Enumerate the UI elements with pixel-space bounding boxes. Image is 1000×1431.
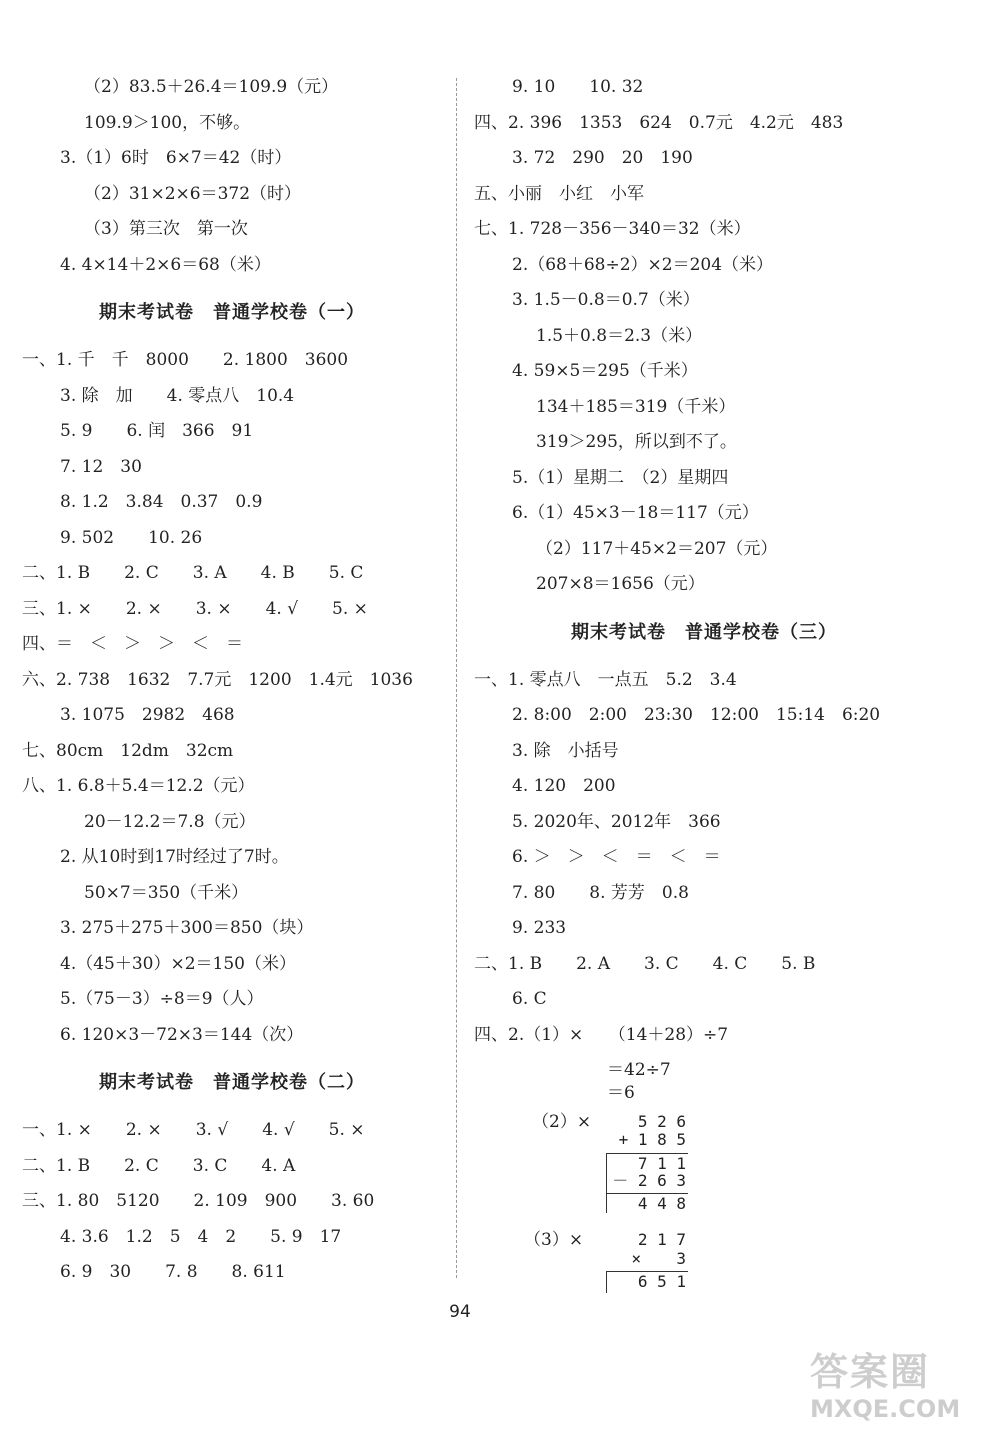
answer-line: （2）83.5＋26.4＝109.9（元） bbox=[84, 77, 339, 97]
answer-line: 6. 9 30 7. 8 8. 611 bbox=[60, 1262, 286, 1282]
answer-line: 七、1. 728－356－340＝32（米） bbox=[474, 219, 751, 239]
answer-line: 3.（1）6时 6×7＝42（时） bbox=[60, 148, 292, 168]
answer-line: 207×8＝1656（元） bbox=[536, 574, 705, 594]
calc-p2-row1: 5 2 6 bbox=[637, 1112, 686, 1131]
answer-line: 2. 从10时到17时经过了7时。 bbox=[60, 847, 289, 867]
calc-p1-line3: ＝6 bbox=[607, 1083, 635, 1103]
answer-line: 8. 1.2 3.84 0.37 0.9 bbox=[60, 492, 263, 512]
answer-line: 五、小丽 小红 小军 bbox=[474, 183, 644, 204]
calc-p1-line2: ＝42÷7 bbox=[607, 1060, 671, 1080]
answer-line: 3. 1075 2982 468 bbox=[60, 705, 235, 725]
calc-p3-label: （3）× bbox=[524, 1230, 584, 1250]
answer-line: 6. C bbox=[512, 989, 547, 1009]
answer-line: 20－12.2＝7.8（元） bbox=[84, 811, 256, 832]
watermark-top: 答案圈 bbox=[810, 1350, 931, 1394]
answer-line: 六、2. 738 1632 7.7元 1200 1.4元 1036 bbox=[22, 669, 413, 690]
section-heading: 期末考试卷 普通学校卷（三） bbox=[571, 621, 837, 643]
answer-line: 9. 233 bbox=[512, 918, 567, 938]
answer-line: 3. 除 加 4. 零点八 10.4 bbox=[60, 385, 295, 406]
section-heading: 期末考试卷 普通学校卷（二） bbox=[99, 1072, 365, 1093]
answer-line: 7. 80 8. 芳芳 0.8 bbox=[512, 882, 689, 903]
answer-line: 四、＝ ＜ ＞ ＞ ＜ ＝ bbox=[22, 634, 243, 654]
answer-line: 八、1. 6.8＋5.4＝12.2（元） bbox=[22, 776, 255, 796]
calc-p2-label: （2）× bbox=[532, 1112, 592, 1132]
answer-line: 109.9＞100，不够。 bbox=[84, 112, 251, 133]
right-column-lines bbox=[474, 70, 934, 1053]
left-column bbox=[22, 70, 442, 1291]
answer-line: 4. 59×5＝295（千米） bbox=[512, 361, 698, 381]
answer-line: 2. 8:00 2:00 23:30 12:00 15:14 6:20 bbox=[512, 705, 881, 725]
answer-line: 5. 9 6. 闰 366 91 bbox=[60, 421, 254, 441]
section-heading: 期末考试卷 普通学校卷（一） bbox=[99, 302, 365, 323]
answer-line: 6.（1）45×3－18＝117（元） bbox=[512, 503, 759, 523]
answer-line: 四、2.（1）× （14＋28）÷7 bbox=[474, 1024, 729, 1045]
answer-line: 四、2. 396 1353 624 0.7元 4.2元 483 bbox=[474, 112, 844, 133]
calc-p3-vrule bbox=[606, 1271, 607, 1293]
answer-line: 二、1. B 2. A 3. C 4. C 5. B bbox=[474, 953, 816, 974]
answer-line: 1.5＋0.8＝2.3（米） bbox=[536, 325, 703, 346]
calc-p3-row2: × 3 bbox=[631, 1249, 686, 1268]
answer-line: 5.（1）星期二 （2）星期四 bbox=[512, 467, 729, 488]
answer-line: 3. 除 小括号 bbox=[512, 740, 619, 761]
answer-line: 一、1. 零点八 一点五 5.2 3.4 bbox=[474, 669, 737, 690]
answer-line: 一、1. 千 千 8000 2. 1800 3600 bbox=[22, 350, 349, 370]
page-number: 94 bbox=[449, 1302, 471, 1322]
answer-line: 4. 3.6 1.2 5 4 2 5. 9 17 bbox=[60, 1226, 342, 1247]
answer-line: 3. 72 290 20 190 bbox=[512, 148, 693, 168]
calc-p2-row2: + 1 8 5 bbox=[618, 1130, 686, 1149]
answer-line: 2.（68＋68÷2）×2＝204（米） bbox=[512, 254, 774, 275]
answer-line: 一、1. × 2. × 3. √ 4. √ 5. × bbox=[22, 1120, 365, 1140]
answer-line: 二、1. B 2. C 3. C 4. A bbox=[22, 1155, 296, 1176]
right-column bbox=[474, 70, 934, 1319]
answer-line: 3. 1.5－0.8＝0.7（米） bbox=[512, 290, 700, 310]
answer-line: 4. 4×14＋2×6＝68（米） bbox=[60, 254, 271, 275]
answer-line: （2）117＋45×2＝207（元） bbox=[536, 538, 778, 559]
answer-line: 9. 10 10. 32 bbox=[512, 77, 644, 97]
calc-p2-row3: 7 1 1 bbox=[637, 1154, 686, 1173]
answer-line: 二、1. B 2. C 3. A 4. B 5. C bbox=[22, 563, 364, 583]
column-divider bbox=[456, 78, 457, 1278]
calc-p2-row4: － 2 6 3 bbox=[612, 1171, 686, 1190]
answer-line: （2）31×2×6＝372（时） bbox=[84, 183, 302, 204]
calc-p3-row1: 2 1 7 bbox=[637, 1230, 686, 1249]
answer-line: 319＞295，所以到不了。 bbox=[536, 432, 737, 452]
answer-line: 5.（75－3）÷8＝9（人） bbox=[60, 989, 264, 1009]
answer-line: 6. 120×3－72×3＝144（次） bbox=[60, 1024, 304, 1045]
answer-line: 4.（45＋30）×2＝150（米） bbox=[60, 953, 296, 974]
watermark-logo bbox=[810, 1350, 990, 1430]
answer-line: 三、1. × 2. × 3. × 4. √ 5. × bbox=[22, 598, 368, 619]
answer-line: 7. 12 30 bbox=[60, 456, 142, 477]
answer-line: 134＋185＝319（千米） bbox=[536, 396, 736, 417]
calc-p3-row3: 6 5 1 bbox=[637, 1272, 686, 1291]
answer-line: 3. 275＋275＋300＝850（块） bbox=[60, 918, 314, 938]
answer-line: 三、1. 80 5120 2. 109 900 3. 60 bbox=[22, 1191, 375, 1211]
calc-p2-row5: 4 4 8 bbox=[637, 1194, 686, 1213]
vertical-calculations bbox=[474, 1055, 934, 1227]
answer-line: 6. ＞ ＞ ＜ ＝ ＜ ＝ bbox=[512, 847, 721, 867]
answer-line: 9. 502 10. 26 bbox=[60, 527, 203, 548]
answer-line: 50×7＝350（千米） bbox=[84, 882, 249, 903]
answer-line: （3）第三次 第一次 bbox=[84, 219, 248, 239]
answer-line: 4. 120 200 bbox=[512, 776, 616, 796]
answer-line: 七、80cm 12dm 32cm bbox=[22, 740, 234, 761]
answer-line: 5. 2020年、2012年 366 bbox=[512, 811, 721, 832]
calc-p2-vrule bbox=[606, 1153, 607, 1213]
watermark-bottom: MXQE.COM bbox=[810, 1395, 961, 1423]
